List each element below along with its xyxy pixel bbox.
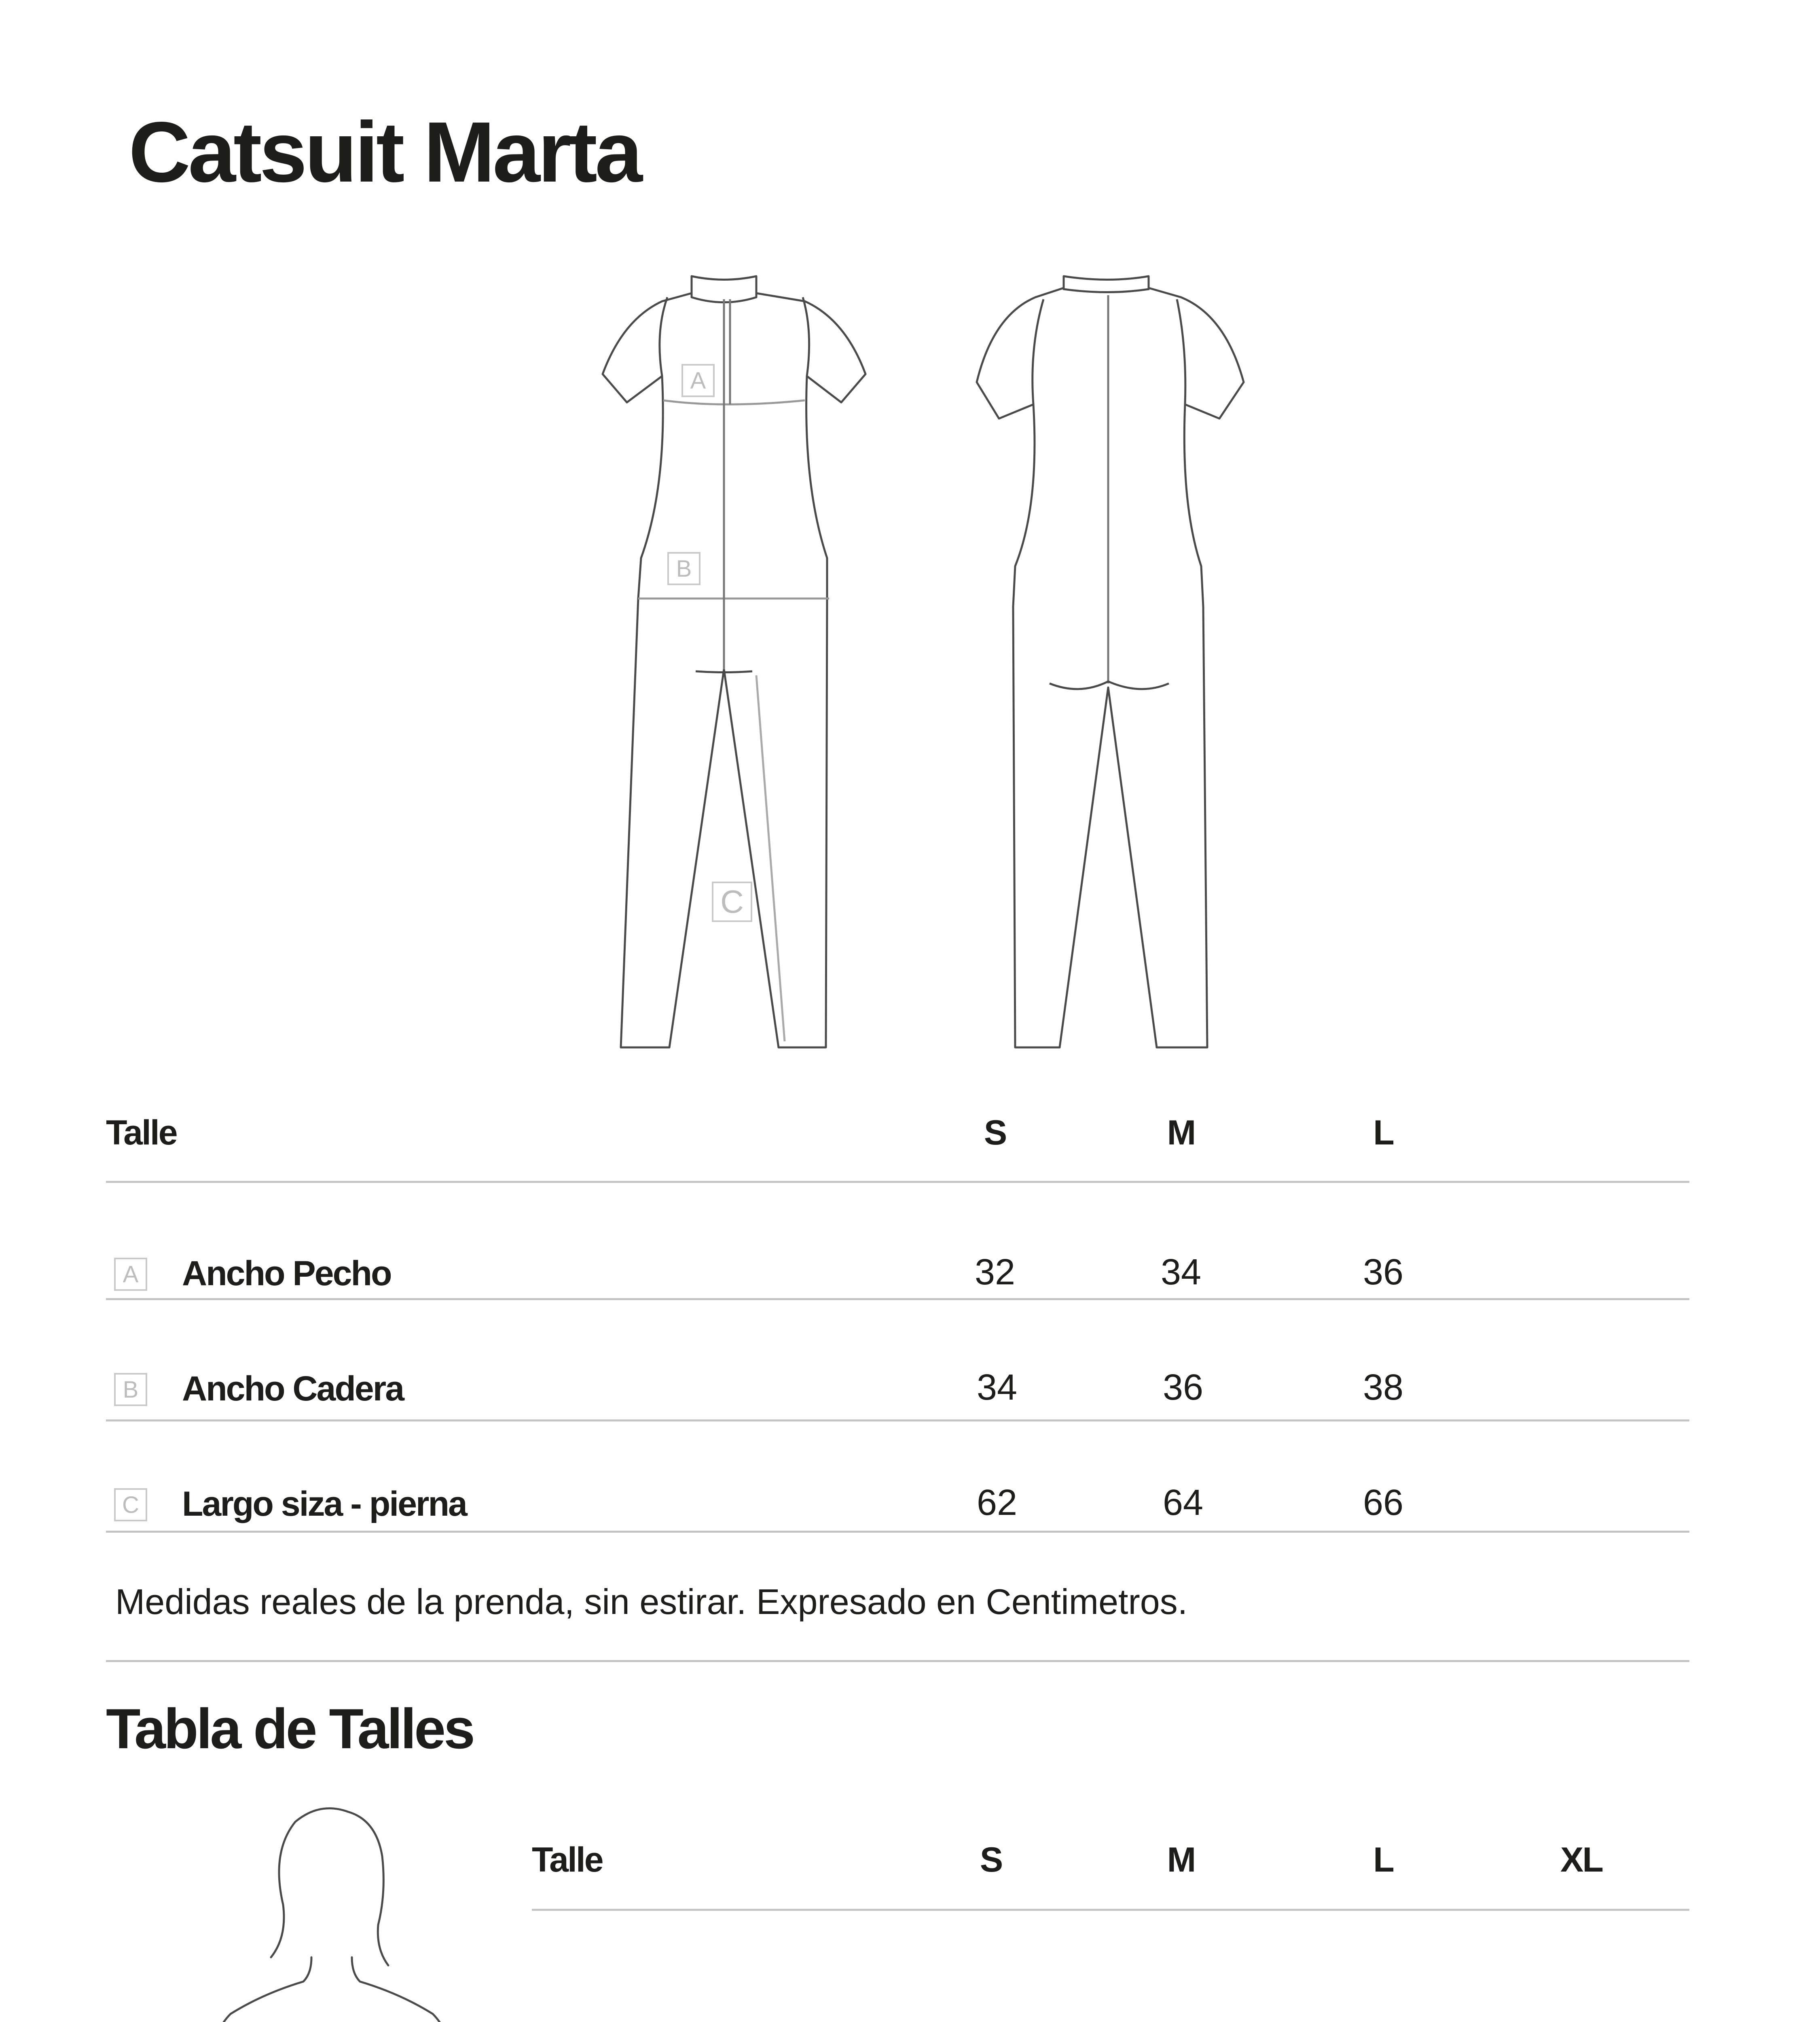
- garment-table-header-s: S: [984, 1113, 1006, 1152]
- size-chart-header-l: L: [1373, 1840, 1393, 1879]
- garment-table-header-label: Talle: [106, 1113, 177, 1152]
- divider: [106, 1298, 1689, 1300]
- divider: [106, 1419, 1689, 1421]
- value-cell: 66: [1363, 1483, 1404, 1523]
- size-chart-header-s: S: [980, 1840, 1002, 1879]
- value-cell: 62: [976, 1483, 1018, 1523]
- divider: [532, 1909, 1689, 1911]
- size-chart-title: Tabla de Talles: [106, 1697, 473, 1760]
- garment-marker-b: B: [667, 552, 700, 585]
- value-cell: 36: [1162, 1367, 1204, 1408]
- divider: [106, 1181, 1689, 1183]
- value-cell: 38: [1363, 1367, 1404, 1408]
- value-cell: 34: [976, 1367, 1018, 1408]
- garment-table-header-l: L: [1373, 1113, 1393, 1152]
- page-title: Catsuit Marta: [129, 104, 640, 200]
- garment-table-note: Medidas reales de la prenda, sin estirar. Expresado en Centimetros.: [115, 1582, 1188, 1622]
- garment-marker-a: A: [681, 364, 715, 397]
- size-chart-header-xl: XL: [1560, 1840, 1602, 1879]
- garment-marker-c: C: [712, 882, 752, 922]
- row-label: Largo siza - pierna: [182, 1485, 466, 1523]
- size-chart-header-label: Talle: [532, 1840, 603, 1879]
- divider: [106, 1531, 1689, 1533]
- divider: [106, 1660, 1689, 1662]
- value-cell: 36: [1363, 1252, 1404, 1292]
- row-marker: A: [114, 1258, 147, 1291]
- value-cell: 34: [1160, 1252, 1202, 1292]
- row-label: Ancho Cadera: [182, 1369, 404, 1408]
- row-marker: C: [114, 1488, 147, 1521]
- row-label: Ancho Pecho: [182, 1254, 391, 1293]
- size-chart-header-m: M: [1167, 1840, 1195, 1879]
- garment-table-header-m: M: [1167, 1113, 1195, 1152]
- row-marker: B: [114, 1373, 147, 1406]
- value-cell: 64: [1162, 1483, 1204, 1523]
- body-silhouette: [150, 1804, 595, 2022]
- value-cell: 32: [974, 1252, 1016, 1292]
